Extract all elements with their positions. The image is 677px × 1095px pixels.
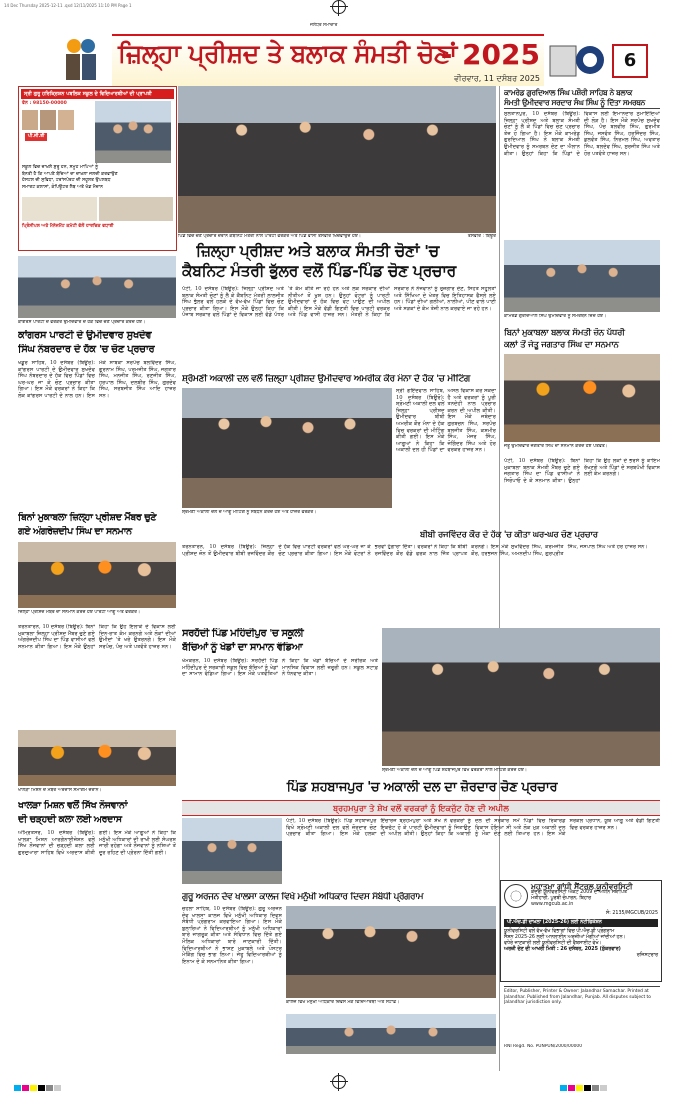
registration-mark-icon [332,1075,346,1089]
story-headline: ਪਿੰਡ ਸ਼ਹਬਾਜਪੁਰ 'ਚ ਅਕਾਲੀ ਦਲ ਦਾ ਜ਼ੋਰਦਾਰ ਚੋਣ ਪ੍ਰਚਾਰ [286,780,558,795]
university-advertisement [500,880,662,982]
story-body: ਤਰਨਤਾਰਨ, 10 ਦਸੰਬਰ (ਬਿਊਰੋ): ਬਿਨਾਂ ਮੁਕਾਬਲਾ ਜ਼ਿਲ੍ਹਾ ਪ੍ਰੀਸ਼ਦ ਮੈਂਬਰ ਚੁਣੇ ਗਏ ਅੰਗਰੇਜ਼ਦੀਪ ਸਿੰਘ ਦਾ ਪਿੰਡ ਵਾਸੀਆਂ ਵਲੋਂ ਸਨਮਾਨ ਕੀਤਾ ਗਿਆ। ਇਸ ਮੌਕੇ ਉਨ੍ਹਾਂ ਕਿਹਾ ਕਿ ਉਹ ਇਲਾਕੇ ਦੇ ਵਿਕਾਸ ਲਈ ਦਿਨ-ਰਾਤ ਕੰਮ ਕਰਨਗੇ ਅਤੇ ਲੋਕਾਂ ਦੀਆਂ ਉਮੀਦਾਂ 'ਤੇ ਖਰੇ ਉਤਰਨਗੇ। ਇਸ ਮੌਕੇ ਸਰਪੰਚ, ਪੰਚ ਅਤੇ ਪਤਵੰਤੇ ਹਾਜ਼ਰ ਸਨ। [18,624,176,650]
school-advertisement [18,86,177,251]
story-headline: ਸੰਮਤੀ ਉਮੀਦਵਾਰ ਸਰਦਾਰ ਸੰਘ ਸਿੰਘ ਨੂੰ ਦਿੱਤਾ ਸਮਰਥਨ [504,98,646,107]
story-photo [504,354,660,442]
top-photo-caption: ਪਿੰਡ ਵਿਚ ਚੋਣ ਪ੍ਰਚਾਰ ਦੌਰਾਨ ਕੈਬਨਿਟ ਮੰਤਰੀ ਨਾਲ ਪਾਰਟੀ ਵਰਕਰ ਅਤੇ ਪਿੰਡ ਵਾਸੀ ਤਸਵੀਰ ਖਿਚਵਾਉਂਦੇ ਹੋਏ। [178,234,362,239]
university-title: ਮਹਾਤਮਾ ਗਾਂਧੀ ਸੈਂਟਰਲ ਯੂਨੀਵਰਸਿਟੀ [531,882,633,891]
notice-heading: ਪੀ.ਐਚ.ਡੀ ਦਾਖ਼ਲਾ (2025-26) ਲਈ ਨੋਟੀਫਿਕੇਸ਼ਨ [504,919,658,927]
story-headline: ਕਾਂਗਰਸ ਪਾਰਟੀ ਦੇ ਉਮੀਦਵਾਰ ਸੁਖਦੇਵ [18,330,152,341]
university-subtitle: ਕੇਂਦਰੀ ਯੂਨੀਵਰਸਿਟੀ ਐਕਟ 2009 ਦੇ ਅਧੀਨ ਸਥਾਪਿਤ [531,890,627,895]
story-headline: ਸਰਹੱਦੀ ਪਿੰਡ ਮਹਿੰਦੀਪੁਰ 'ਚ ਸਕੂਲੀ [182,628,304,639]
headline-rule [504,108,660,109]
banner-title: ਜ਼ਿਲ੍ਹਾ ਪ੍ਰੀਸ਼ਦ ਤੇ ਬਲਾਕ ਸੰਮਤੀ ਚੋਣਾਂ [118,39,457,68]
university-logo-icon [504,884,528,908]
akali-meeting-photo [382,628,660,766]
photo-credit: ਤਸਵੀਰ : ਬਿਊਰੋ [467,234,496,239]
story-body: ਸੁਲਤਾਨਪੁਰ, 10 ਦਸੰਬਰ (ਬਿਊਰੋ): ਜ਼ਿਲ੍ਹਾ ਪ੍ਰੀਸ਼ਦ ਅਤੇ ਬਲਾਕ ਸੰਮਤੀ ਚੋਣਾਂ ਨੂੰ ਲੈ ਕੇ ਪਿੰਡਾਂ ਵਿਚ ਚੋਣ ਪ੍ਰਚਾਰ ਤੇਜ਼ ਹੋ ਗਿਆ ਹੈ। ਇਸ ਮੌਕੇ ਕਾਮਰੇਡ ਗੁਰਦਿਆਲ ਸਿੰਘ ਨੇ ਬਲਾਕ ਸੰਮਤੀ ਉਮੀਦਵਾਰ ਨੂੰ ਸਮਰਥਨ ਦੇਣ ਦਾ ਐਲਾਨ ਕੀਤਾ। ਉਨ੍ਹਾਂ ਕਿਹਾ ਕਿ ਪਿੰਡਾਂ ਦੇ ਵਿਕਾਸ ਲਈ ਇਮਾਨਦਾਰ ਨੁਮਾਇੰਦਿਆਂ ਦੀ ਲੋੜ ਹੈ। ਇਸ ਮੌਕੇ ਸਰਪੰਚ ਸੁਖਦੇਵ ਸਿੰਘ, ਪੰਚ ਬਲਵੀਰ ਸਿੰਘ, ਗੁਰਮੀਤ ਸਿੰਘ, ਜਸਵੰਤ ਸਿੰਘ, ਹਰਜਿੰਦਰ ਸਿੰਘ, ਕੁਲਵੰਤ ਸਿੰਘ, ਨਿਰਮਲ ਸਿੰਘ, ਅਵਤਾਰ ਸਿੰਘ, ਬਲਦੇਵ ਸਿੰਘ, ਸੁਰਜੀਤ ਸਿੰਘ ਅਤੇ ਹੋਰ ਪਤਵੰਤੇ ਹਾਜ਼ਰ ਸਨ। [504,111,660,157]
story-headline: ਬੀਬੀ ਰਜਵਿੰਦਰ ਕੌਰ ਦੇ ਹੱਕ 'ਚ ਕੀਤਾ ਘਰ-ਘਰ ਚੋਣ ਪ੍ਰਚਾਰ [420,530,598,540]
meeting-photo [182,388,392,508]
evm-illustration [548,38,606,82]
ad-line: ਸਕੂਲ ਵਿਚ ਦਾਖ਼ਲੇ ਸ਼ੁਰੂ ਹਨ, ਸਮੂਹ ਮਾਪਿਆਂ ਨੂੰ [22,165,99,171]
story-photo [504,240,660,312]
color-calibration-bar [560,1076,608,1095]
publication-imprint: Editor, Publisher, Printer & Owner: Jalandhar Samachar. Printed at Jalandhar. Published from Jalandhar, Punjab. All disputes subject to Jalandhar jurisdiction only. [504,986,660,1045]
registration-mark-icon [332,0,346,14]
university-ref: ਸੰ: 2135/MGCUB/2025 [606,911,658,916]
school-photo [95,101,171,163]
banner-date: ਵੀਰਵਾਰ, 11 ਦਸੰਬਰ 2025 [454,74,540,83]
notice-line: ਸੈਸ਼ਨ 2025-26 ਲਈ ਆਨਲਾਈਨ ਅਰਜ਼ੀਆਂ ਮੰਗੀਆਂ ਜਾਂਦੀਆਂ ਹਨ। [504,935,626,940]
page-number: 6 [612,44,648,78]
ad-line: ਸਮਾਰਟ ਕਲਾਸਾਂ, ਕੰਪਿਊਟਰ ਲੈਬ ਅਤੇ ਖੇਡ ਮੈਦਾਨ [22,184,104,190]
story-headline: ਗਏ ਅੰਗਰੇਜ਼ਦੀਪ ਸਿੰਘ ਦਾ ਸਨਮਾਨ [18,526,132,537]
story-photo [182,818,282,884]
story-headline: ਗੁਰੂ ਅਰਜਨ ਦੇਵ ਖਾਲਸਾ ਕਾਲਜ ਵਿਖੇ ਮਨੁੱਖੀ ਅਧਿਕਾਰ ਦਿਵਸ ਸੰਬੰਧੀ ਪ੍ਰੋਗਰਾਮ [182,892,424,902]
ad-footer: ਪ੍ਰਿੰਸੀਪਲ ਅਤੇ ਮੈਨੇਜਮੈਂਟ ਕਮੇਟੀ ਵੱਲੋਂ ਹਾਰਦਿਕ ਵਧਾਈ [22,224,114,230]
story-photo [18,542,176,608]
sub-headline-strip: ਬ੍ਰਹਮਪੁਰਾ ਤੇ ਸ਼ੇਖ ਵਲੋਂ ਵਰਕਰਾਂ ਨੂੰ ਇਕਜੁੱਟ ਹੋਣ ਦੀ ਅਪੀਲ [182,800,660,816]
story-headline: ਸ਼੍ਰੋਮਣੀ ਅਕਾਲੀ ਦਲ ਵਲੋਂ ਜ਼ਿਲ੍ਹਾ ਪ੍ਰੀਸ਼ਦ ਉਮੀਦਵਾਰ ਅਮਰੀਕ ਕੌਰ ਮੰਨਾ ਦੇ ਹੱਕ 'ਚ ਮੀਟਿੰਗ [182,374,471,384]
university-website: www.mgcub.ac.in [531,902,574,907]
section-banner [112,34,544,86]
ad-heading: ਸ੍ਰੀ ਗੁਰੂ ਹਰਿਕ੍ਰਿਸ਼ਨ ਪਬਲਿਕ ਸਕੂਲ ਦੇ ਵਿਦਿਆਰਥੀਆਂ ਦੀ ਪ੍ਰਾਪਤੀ [21,89,174,99]
photo-caption: ਜੇਤੂ ਉਮੀਦਵਾਰ ਜਗਤਾਰ ਸਿੰਘ ਦਾ ਸਨਮਾਨ ਕਰਦੇ ਹੋਏ ਪਤਵੰਤੇ। [504,444,608,449]
story-headline: ਦੀ ਚੜ੍ਹਦੀ ਕਲਾ ਲਈ ਅਰਦਾਸ [18,814,122,825]
story-body: ਖੇਮਕਰਨ, 10 ਦਸੰਬਰ (ਬਿਊਰੋ): ਸਰਹੱਦੀ ਪਿੰਡ ਮਹਿੰਦੀਪੁਰ ਦੇ ਸਰਕਾਰੀ ਸਕੂਲ ਵਿਚ ਬੱਚਿਆਂ ਨੂੰ ਖੇਡਾਂ ਦਾ ਸਾਮਾਨ ਵੰਡਿਆ ਗਿਆ। ਇਸ ਮੌਕੇ ਪਤਵੰਤਿਆਂ ਨੇ ਕਿਹਾ ਕਿ ਖੇਡਾਂ ਬੱਚਿਆਂ ਦੇ ਸਰੀਰਕ ਅਤੇ ਮਾਨਸਿਕ ਵਿਕਾਸ ਲਈ ਜ਼ਰੂਰੀ ਹਨ। ਸਕੂਲ ਸਟਾਫ਼ ਨੇ ਧੰਨਵਾਦ ਕੀਤਾ। [182,658,378,678]
notice-line: ਅਰਜ਼ੀ ਦੇਣ ਦੀ ਆਖਰੀ ਮਿਤੀ : 26 ਦਸੰਬਰ, 2025 (ਸ਼ੁੱਕਰਵਾਰ) [504,947,621,952]
university-location: ਮੋਤੀਹਾਰੀ, ਪੂਰਬੀ ਚੰਪਾਰਨ, ਬਿਹਾਰ [531,896,592,901]
banner-year: - 2025 [440,38,540,71]
color-calibration-bar [14,1076,62,1095]
section-tag: ਜਲੰਧਰ ਸਮਾਚਾਰ [310,23,338,28]
photo-caption: ਕਾਲਜ ਵਿਖੇ ਮਨੁੱਖੀ ਅਧਿਕਾਰ ਦਿਵਸ ਮੌਕੇ ਵਿਦਿਆਰਥੀ ਅਤੇ ਸਟਾਫ਼। [286,1000,400,1005]
ad-phone: ਫੋਨ : 98150-00000 [22,101,67,107]
photo-caption: ਕਾਮਰੇਡ ਗੁਰਦਿਆਲ ਸਿੰਘ ਉਮੀਦਵਾਰ ਨੂੰ ਸਮਰਥਨ ਦਿੰਦੇ ਹੋਏ। [504,314,607,319]
ad-signature: ਰਜਿਸਟਰਾਰ [636,953,658,958]
story-headline: ਬਿਨਾਂ ਮੁਕਾਬਲਾ ਜ਼ਿਲ੍ਹਾ ਪ੍ਰੀਸ਼ਦ ਮੈਂਬਰ ਚੁਣੇ [18,512,157,523]
story-photo [18,256,176,318]
ad-badge: ਪੀ.ਜੀ.ਈ [25,133,47,141]
photo-caption: ਜ਼ਿਲ੍ਹਾ ਪ੍ਰੀਸ਼ਦ ਮੈਂਬਰ ਦਾ ਸਨਮਾਨ ਕਰਦੇ ਹੋਏ ਪਾਰਟੀ ਆਗੂ ਅਤੇ ਵਰਕਰ। [18,610,141,615]
story-body: ਅੰਮ੍ਰਿਤਸਰ, 10 ਦਸੰਬਰ (ਬਿਊਰੋ): ਖਾਲੜਾ ਮਿਸ਼ਨ ਆਰਗੇਨਾਈਜ਼ੇਸ਼ਨ ਵਲੋਂ ਸਿੱਖ ਨੌਜਵਾਨਾਂ ਦੀ ਚੜ੍ਹਦੀ ਕਲਾ ਲਈ ਗੁਰਦੁਆਰਾ ਸਾਹਿਬ ਵਿਖੇ ਅਰਦਾਸ ਕੀਤੀ ਗਈ। ਇਸ ਮੌਕੇ ਆਗੂਆਂ ਨੇ ਕਿਹਾ ਕਿ ਮਨੁੱਖੀ ਅਧਿਕਾਰਾਂ ਦੀ ਰਾਖੀ ਲਈ ਸੰਘਰਸ਼ ਜਾਰੀ ਰਹੇਗਾ ਅਤੇ ਨੌਜਵਾਨਾਂ ਨੂੰ ਨਸ਼ਿਆਂ ਤੋਂ ਦੂਰ ਰਹਿਣ ਦੀ ਪ੍ਰੇਰਨਾ ਦਿੱਤੀ ਗਈ। [18,830,176,856]
photo-caption: ਖਾਲੜਾ ਮਿਸ਼ਨ ਦੇ ਮੈਂਬਰ ਅਰਦਾਸ ਸਮਾਗਮ ਦੌਰਾਨ। [18,788,102,793]
story-headline: ਕਲਾਂ ਤੋਂ ਜੇਤੂ ਜਗਤਾਰ ਸਿੰਘ ਦਾ ਸਨਮਾਨ [504,340,619,350]
story-headline: ਬੱਚਿਆਂ ਨੂੰ ਖੇਡਾਂ ਦਾ ਸਾਮਾਨ ਵੰਡਿਆ [182,642,303,653]
notice-line: ਯੂਨੀਵਰਸਿਟੀ ਵਲੋਂ ਵੱਖ-ਵੱਖ ਵਿਭਾਗਾਂ ਵਿਚ ਪੀ.ਐਚ.ਡੀ ਪ੍ਰੋਗਰਾਮ [504,929,615,934]
story-body: ਪੱਟੀ, 10 ਦਸੰਬਰ (ਬਿਊਰੋ): ਬਿਨਾਂ ਮੁਕਾਬਲਾ ਬਲਾਕ ਸੰਮਤੀ ਮੈਂਬਰ ਚੁਣੇ ਗਏ ਜਗਤਾਰ ਸਿੰਘ ਦਾ ਪਿੰਡ ਵਾਸੀਆਂ ਨੇ ਸਿਰੋਪਾਓ ਦੇ ਕੇ ਸਨਮਾਨ ਕੀਤਾ। ਉਨ੍ਹਾਂ ਕਿਹਾ ਕਿ ਉਹ ਲੋਕਾਂ ਦੇ ਭਰੋਸੇ ਨੂੰ ਕਾਇਮ ਰੱਖਣਗੇ ਅਤੇ ਪਿੰਡਾਂ ਦੇ ਸਰਬਪੱਖੀ ਵਿਕਾਸ ਲਈ ਕੰਮ ਕਰਨਗੇ। [504,458,660,484]
campaign-group-photo [178,86,496,233]
main-headline: ਕੈਬਨਿਟ ਮੰਤਰੀ ਭੁੱਲਰ ਵਲੋਂ ਪਿੰਡ-ਪਿੰਡ ਚੋਣ ਪ੍ਰਚਾਰ [182,262,456,280]
ad-line: ਹੋਸਟਲ ਦੀ ਸੁਵਿਧਾ, ਟਰਾਂਸਪੋਰਟ ਦੀ ਸਹੂਲਤ ਉਪਲਬਧ [22,178,111,184]
story-body: ਪੱਟੀ, 10 ਦਸੰਬਰ (ਬਿਊਰੋ): ਪਿੰਡ ਸ਼ਹਬਾਜਪੁਰ ਵਿਖੇ ਸ਼੍ਰੋਮਣੀ ਅਕਾਲੀ ਦਲ ਵਲੋਂ ਜ਼ੋਰਦਾਰ ਚੋਣ ਪ੍ਰਚਾਰ ਕੀਤਾ ਗਿਆ। ਇਸ ਮੌਕੇ ਹਲਕਾ ਇੰਚਾਰਜ ਬ੍ਰਹਮਪੁਰਾ ਅਤੇ ਸ਼ੇਖ ਨੇ ਵਰਕਰਾਂ ਨੂੰ ਇਕਜੁੱਟ ਹੋ ਕੇ ਪਾਰਟੀ ਉਮੀਦਵਾਰਾਂ ਨੂੰ ਜਿਤਾਉਣ ਦੀ ਅਪੀਲ ਕੀਤੀ। ਉਨ੍ਹਾਂ ਕਿਹਾ ਕਿ ਅਕਾਲੀ ਦਲ ਦੀ ਸਰਕਾਰ ਸਮੇਂ ਪਿੰਡਾਂ ਵਿਚ ਰਿਕਾਰਡ ਵਿਕਾਸ ਹੋਇਆ ਸੀ ਅਤੇ ਲੋਕ ਮੁੜ ਅਕਾਲੀ ਦਲ ਨੂੰ ਮੌਕਾ ਦੇਣ ਲਈ ਤਿਆਰ ਹਨ। ਇਸ ਮੌਕੇ ਸਰਕਲ ਪ੍ਰਧਾਨ, ਯੂਥ ਆਗੂ ਅਤੇ ਵੱਡੀ ਗਿਣਤੀ ਵਿਚ ਵਰਕਰ ਹਾਜ਼ਰ ਸਨ। [286,818,660,838]
photo-caption: ਕਾਂਗਰਸ ਪਾਰਟੀ ਦੇ ਵਰਕਰ ਉਮੀਦਵਾਰ ਦੇ ਹੱਕ ਵਿਚ ਚੋਣ ਪ੍ਰਚਾਰ ਕਰਦੇ ਹੋਏ। [18,320,146,325]
story-headline: ਬਿਨਾਂ ਮੁਕਾਬਲਾ ਬਲਾਕ ਸੰਮਤੀ ਜ਼ੋਨ ਪੱਧਰੀ [504,328,625,338]
print-slug: 14 Dec Thursday 2025-12-11 .qxd 12/11/2025 11:10 PM Page 1 [4,3,132,8]
story-body: ਸ੍ਰੀ ਗੋਇੰਦਵਾਲ ਸਾਹਿਬ, 10 ਦਸੰਬਰ (ਬਿਊਰੋ): ਸ਼੍ਰੋਮਣੀ ਅਕਾਲੀ ਦਲ ਵਲੋਂ ਜ਼ਿਲ੍ਹਾ ਪ੍ਰੀਸ਼ਦ ਉਮੀਦਵਾਰ ਬੀਬੀ ਅਮਰੀਕ ਕੌਰ ਮੰਨਾ ਦੇ ਹੱਕ ਵਿਚ ਵਰਕਰਾਂ ਦੀ ਮੀਟਿੰਗ ਕੀਤੀ ਗਈ। ਇਸ ਮੌਕੇ ਆਗੂਆਂ ਨੇ ਕਿਹਾ ਕਿ ਅਕਾਲੀ ਦਲ ਹੀ ਪਿੰਡਾਂ ਦਾ ਅਸਲ ਵਿਕਾਸ ਕਰ ਸਕਦਾ ਹੈ ਅਤੇ ਵਰਕਰਾਂ ਨੂੰ ਪੂਰੀ ਤਨਦੇਹੀ ਨਾਲ ਪ੍ਰਚਾਰ ਕਰਨ ਦੀ ਅਪੀਲ ਕੀਤੀ। ਇਸ ਮੌਕੇ ਜਥੇਦਾਰ ਗੁਰਬਚਨ ਸਿੰਘ, ਸਰਪੰਚ ਬਲਜੀਤ ਸਿੰਘ, ਕਸ਼ਮੀਰ ਸਿੰਘ, ਮੇਜਰ ਸਿੰਘ, ਜੋਗਿੰਦਰ ਸਿੰਘ ਅਤੇ ਹੋਰ ਵਰਕਰ ਹਾਜ਼ਰ ਸਨ। [396,388,496,454]
story-body: ਤਰਨਤਾਰਨ, 10 ਦਸੰਬਰ (ਬਿਊਰੋ): ਜ਼ਿਲ੍ਹਾ ਪ੍ਰੀਸ਼ਦ ਜ਼ੋਨ ਤੋਂ ਉਮੀਦਵਾਰ ਬੀਬੀ ਰਜਵਿੰਦਰ ਕੌਰ ਦੇ ਹੱਕ ਵਿਚ ਪਾਰਟੀ ਵਰਕਰਾਂ ਵਲੋਂ ਘਰ-ਘਰ ਜਾ ਕੇ ਚੋਣ ਪ੍ਰਚਾਰ ਕੀਤਾ ਗਿਆ। ਇਸ ਮੌਕੇ ਵੋਟਰਾਂ ਨੇ ਭਰਵਾਂ ਹੁੰਗਾਰਾ ਦਿੱਤਾ। ਵਰਕਰਾਂ ਨੇ ਕਿਹਾ ਕਿ ਬੀਬੀ ਰਜਵਿੰਦਰ ਕੌਰ ਵੱਡੇ ਫਰਕ ਨਾਲ ਜਿੱਤ ਪ੍ਰਾਪਤ ਕਰਨਗੇ। ਇਸ ਮੌਕੇ ਸੁਖਵਿੰਦਰ ਸਿੰਘ, ਕਰਮਜੀਤ ਕੌਰ, ਹਰਭਜਨ ਸਿੰਘ, ਅਮਨਦੀਪ ਸਿੰਘ, ਗੁਰਪ੍ਰੀਤ ਸਿੰਘ, ਜਸਪਾਲ ਸਿੰਘ ਅਤੇ ਹੋਰ ਹਾਜ਼ਰ ਸਨ। [182,544,648,557]
story-headline: ਖਾਲੜਾ ਮਿਸ਼ਨ ਵਲੋਂ ਸਿੱਖ ਨੌਜਵਾਨਾਂ [18,800,128,811]
ad-line: ਬੇਨਤੀ ਹੈ ਕਿ ਆਪਣੇ ਬੱਚਿਆਂ ਦਾ ਦਾਖ਼ਲਾ ਜਲਦੀ ਕਰਵਾਉਣ [22,171,118,177]
main-story-body: ਪੱਟੀ, 10 ਦਸੰਬਰ (ਬਿਊਰੋ): ਜ਼ਿਲ੍ਹਾ ਪ੍ਰੀਸ਼ਦ ਅਤੇ ਬਲਾਕ ਸੰਮਤੀ ਚੋਣਾਂ ਨੂੰ ਲੈ ਕੇ ਕੈਬਨਿਟ ਮੰਤਰੀ ਲਾਲਜੀਤ ਸਿੰਘ ਭੁੱਲਰ ਵਲੋਂ ਹਲਕੇ ਦੇ ਵੱਖ-ਵੱਖ ਪਿੰਡਾਂ ਵਿਚ ਚੋਣ ਪ੍ਰਚਾਰ ਕੀਤਾ ਗਿਆ। ਇਸ ਮੌਕੇ ਉਨ੍ਹਾਂ ਕਿਹਾ ਕਿ ਪੰਜਾਬ ਸਰਕਾਰ ਵਲੋਂ ਪਿੰਡਾਂ ਦੇ ਵਿਕਾਸ ਲਈ ਵੱਡੇ ਪੱਧਰ 'ਤੇ ਕੰਮ ਕੀਤੇ ਜਾ ਰਹੇ ਹਨ ਅਤੇ ਲੋਕ ਸਰਕਾਰ ਦੀਆਂ ਨੀਤੀਆਂ ਤੋਂ ਖੁਸ਼ ਹਨ। ਉਨ੍ਹਾਂ ਵੋਟਰਾਂ ਨੂੰ ਪਾਰਟੀ ਉਮੀਦਵਾਰਾਂ ਦੇ ਹੱਕ ਵਿਚ ਵੋਟ ਪਾਉਣ ਦੀ ਅਪੀਲ ਕੀਤੀ। ਇਸ ਮੌਕੇ ਵੱਡੀ ਗਿਣਤੀ ਵਿਚ ਪਾਰਟੀ ਵਰਕਰ ਅਤੇ ਪਿੰਡ ਵਾਸੀ ਹਾਜ਼ਰ ਸਨ। ਮੰਤਰੀ ਨੇ ਕਿਹਾ ਕਿ ਸਰਕਾਰ ਨੇ ਨੌਜਵਾਨਾਂ ਨੂੰ ਰੁਜ਼ਗਾਰ ਦੇਣ, ਸਿਹਤ ਸਹੂਲਤਾਂ ਅਤੇ ਸਿੱਖਿਆ ਦੇ ਖੇਤਰ ਵਿਚ ਇਤਿਹਾਸਕ ਫੈਸਲੇ ਲਏ ਹਨ। ਪਿੰਡਾਂ ਦੀਆਂ ਗਲੀਆਂ, ਨਾਲੀਆਂ, ਪੀਣ ਵਾਲੇ ਪਾਣੀ ਅਤੇ ਸੜਕਾਂ ਦੇ ਕੰਮ ਤੇਜ਼ੀ ਨਾਲ ਕਰਵਾਏ ਜਾ ਰਹੇ ਹਨ। [182,286,496,319]
story-body: ਖਡੂਰ ਸਾਹਿਬ, 10 ਦਸੰਬਰ (ਬਿਊਰੋ): ਕਾਂਗਰਸ ਪਾਰਟੀ ਦੇ ਉਮੀਦਵਾਰ ਸੁਖਦੇਵ ਸਿੰਘ ਨੰਬਰਦਾਰ ਦੇ ਹੱਕ ਵਿਚ ਪਿੰਡਾਂ ਵਿਚ ਘਰ-ਘਰ ਜਾ ਕੇ ਚੋਣ ਪ੍ਰਚਾਰ ਕੀਤਾ ਗਿਆ। ਇਸ ਮੌਕੇ ਵਰਕਰਾਂ ਨੇ ਕਿਹਾ ਕਿ ਲੋਕ ਕਾਂਗਰਸ ਪਾਰਟੀ ਦੇ ਨਾਲ ਹਨ। ਇਸ ਮੌਕੇ ਸਾਬਕਾ ਸਰਪੰਚ ਬਲਵਿੰਦਰ ਸਿੰਘ, ਗੁਰਨਾਮ ਸਿੰਘ, ਪਰਮਜੀਤ ਸਿੰਘ, ਜਗਤਾਰ ਸਿੰਘ, ਮਨਜੀਤ ਸਿੰਘ, ਰਣਜੀਤ ਸਿੰਘ, ਹਰਪਾਲ ਸਿੰਘ, ਦਲਬੀਰ ਸਿੰਘ, ਗੁਰਦੇਵ ਸਿੰਘ, ਸਰਬਜੀਤ ਸਿੰਘ ਆਦਿ ਹਾਜ਼ਰ ਸਨ। [18,360,176,399]
story-body: ਚੋਹਲਾ ਸਾਹਿਬ, 10 ਦਸੰਬਰ (ਬਿਊਰੋ): ਗੁਰੂ ਅਰਜਨ ਦੇਵ ਖਾਲਸਾ ਕਾਲਜ ਵਿਖੇ ਮਨੁੱਖੀ ਅਧਿਕਾਰ ਦਿਵਸ ਸੰਬੰਧੀ ਪ੍ਰੋਗਰਾਮ ਕਰਵਾਇਆ ਗਿਆ। ਇਸ ਮੌਕੇ ਬੁਲਾਰਿਆਂ ਨੇ ਵਿਦਿਆਰਥੀਆਂ ਨੂੰ ਮਨੁੱਖੀ ਅਧਿਕਾਰਾਂ ਬਾਰੇ ਜਾਗਰੂਕ ਕੀਤਾ ਅਤੇ ਸੰਵਿਧਾਨ ਵਿਚ ਦਿੱਤੇ ਗਏ ਮੌਲਿਕ ਅਧਿਕਾਰਾਂ ਬਾਰੇ ਜਾਣਕਾਰੀ ਦਿੱਤੀ। ਵਿਦਿਆਰਥੀਆਂ ਨੇ ਭਾਸ਼ਣ ਮੁਕਾਬਲੇ ਅਤੇ ਪੋਸਟਰ ਮੇਕਿੰਗ ਵਿਚ ਭਾਗ ਲਿਆ। ਜੇਤੂ ਵਿਦਿਆਰਥੀਆਂ ਨੂੰ ਇਨਾਮ ਦੇ ਕੇ ਸਨਮਾਨਿਤ ਕੀਤਾ ਗਿਆ। [182,906,282,965]
college-event-photo [286,906,496,998]
ballot-box-illustration [60,34,110,84]
photo-caption: ਸ਼੍ਰੋਮਣੀ ਅਕਾਲੀ ਦਲ ਦੇ ਆਗੂ ਪਿੰਡ ਸ਼ਹਬਾਜਪੁਰ ਵਿਖੇ ਵਰਕਰਾਂ ਨਾਲ ਮੀਟਿੰਗ ਕਰਦੇ ਹੋਏ। [382,768,527,773]
notice-line: ਵਧੇਰੇ ਜਾਣਕਾਰੀ ਲਈ ਯੂਨੀਵਰਸਿਟੀ ਦੀ ਵੈਬਸਾਈਟ ਵੇਖੋ। [504,941,602,946]
story-headline: ਕਾਮਰੇਡ ਗੁਰਦਿਆਲ ਸਿੰਘ ਪਸ਼ੌਰੀ ਸਾਹਿਬ ਨੇ ਬਲਾਕ [504,88,633,97]
main-headline: ਜ਼ਿਲ੍ਹਾ ਪ੍ਰੀਸ਼ਦ ਅਤੇ ਬਲਾਕ ਸੰਮਤੀ ਚੋਣਾਂ 'ਚ [196,242,439,260]
story-headline: ਸਿੰਘ ਨੰਬਰਦਾਰ ਦੇ ਹੱਕ 'ਚ ਚੋਣ ਪ੍ਰਚਾਰ [18,344,155,355]
photo-caption: ਸ਼੍ਰੋਮਣੀ ਅਕਾਲੀ ਦਲ ਦੇ ਆਗੂ ਮੀਟਿੰਗ ਨੂੰ ਸੰਬੋਧਨ ਕਰਦੇ ਹੋਏ ਅਤੇ ਹਾਜ਼ਰ ਵਰਕਰ। [182,510,317,515]
college-group-photo [286,1014,496,1054]
story-photo [18,730,176,786]
registration-number: RNI Regd. No. PUNPUN/2000/00000 [504,1044,583,1049]
